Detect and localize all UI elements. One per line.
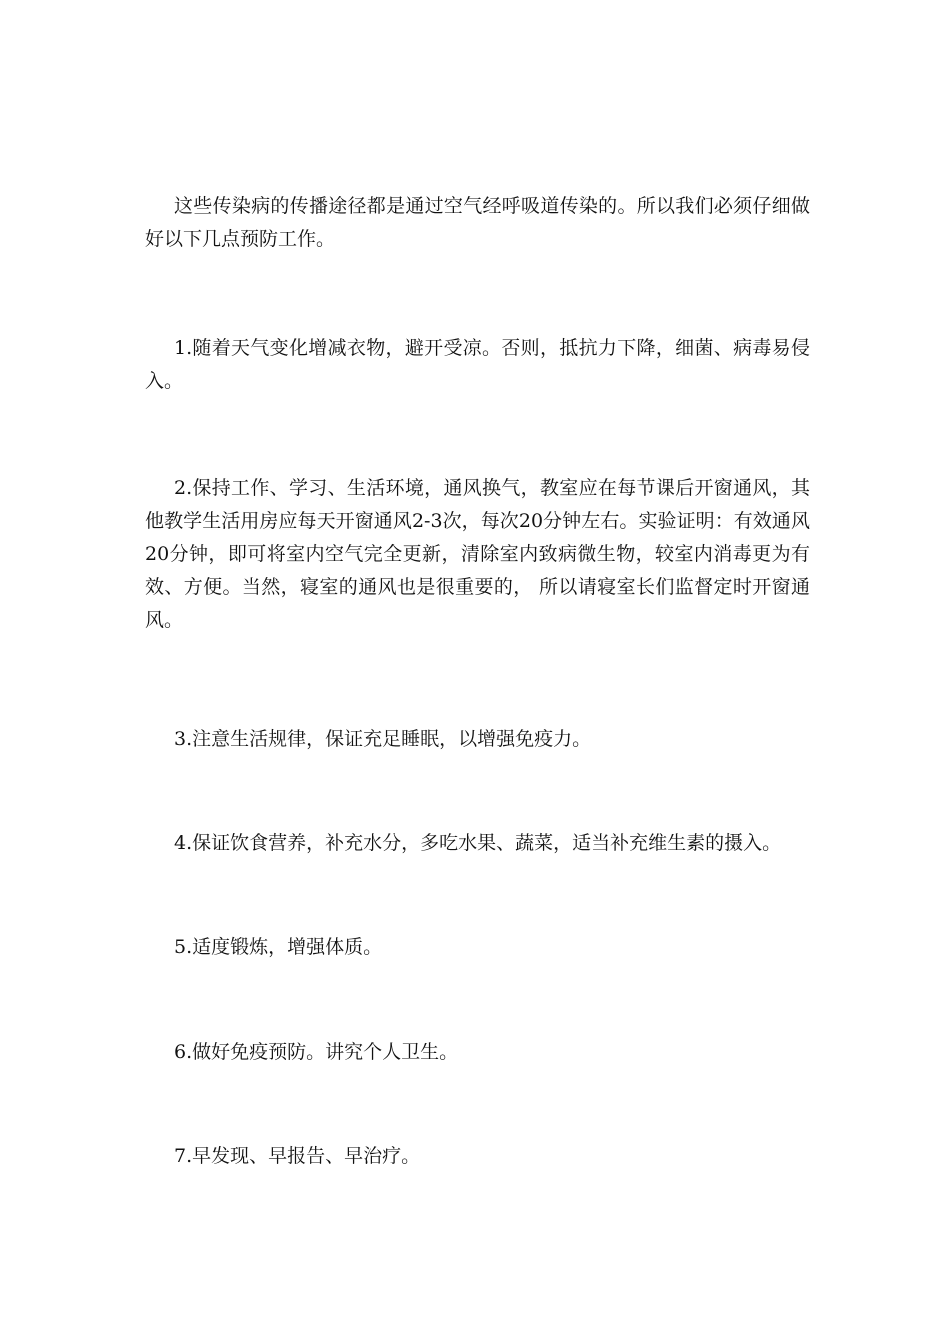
intro-paragraph: 这些传染病的传播途径都是通过空气经呼吸道传染的。所以我们必须仔细做好以下几点预防工作。 — [145, 195, 810, 250]
item-4-paragraph: 4.保证饮食营养，补充水分，多吃水果、蔬菜，适当补充维生素的摄入。 — [174, 832, 782, 854]
item-6-paragraph: 6.做好免疫预防。讲究个人卫生。 — [174, 1041, 459, 1063]
item-5-paragraph: 5.适度锻炼，增强体质。 — [174, 936, 383, 958]
item-2-paragraph: 2.保持工作、学习、生活环境，通风换气，教室应在每节课后开窗通风，其他教学生活用房应每天开窗通风2-3次，每次20分钟左右。实验证明：有效通风20分钟，即可将室内空气完全更新，清除室内致病微生物，较室内消毒更为有效、方便。当然，寝室的通风也是很重要的， 所以请寝室长们监督定时开窗通风。 — [145, 477, 810, 631]
item-3-paragraph: 3.注意生活规律，保证充足睡眠，以增强免疫力。 — [174, 728, 592, 750]
item-1-paragraph: 1.随着天气变化增减衣物，避开受凉。否则，抵抗力下降，细菌、病毒易侵入。 — [145, 337, 810, 392]
item-7-paragraph: 7.早发现、早报告、早治疗。 — [174, 1145, 421, 1167]
